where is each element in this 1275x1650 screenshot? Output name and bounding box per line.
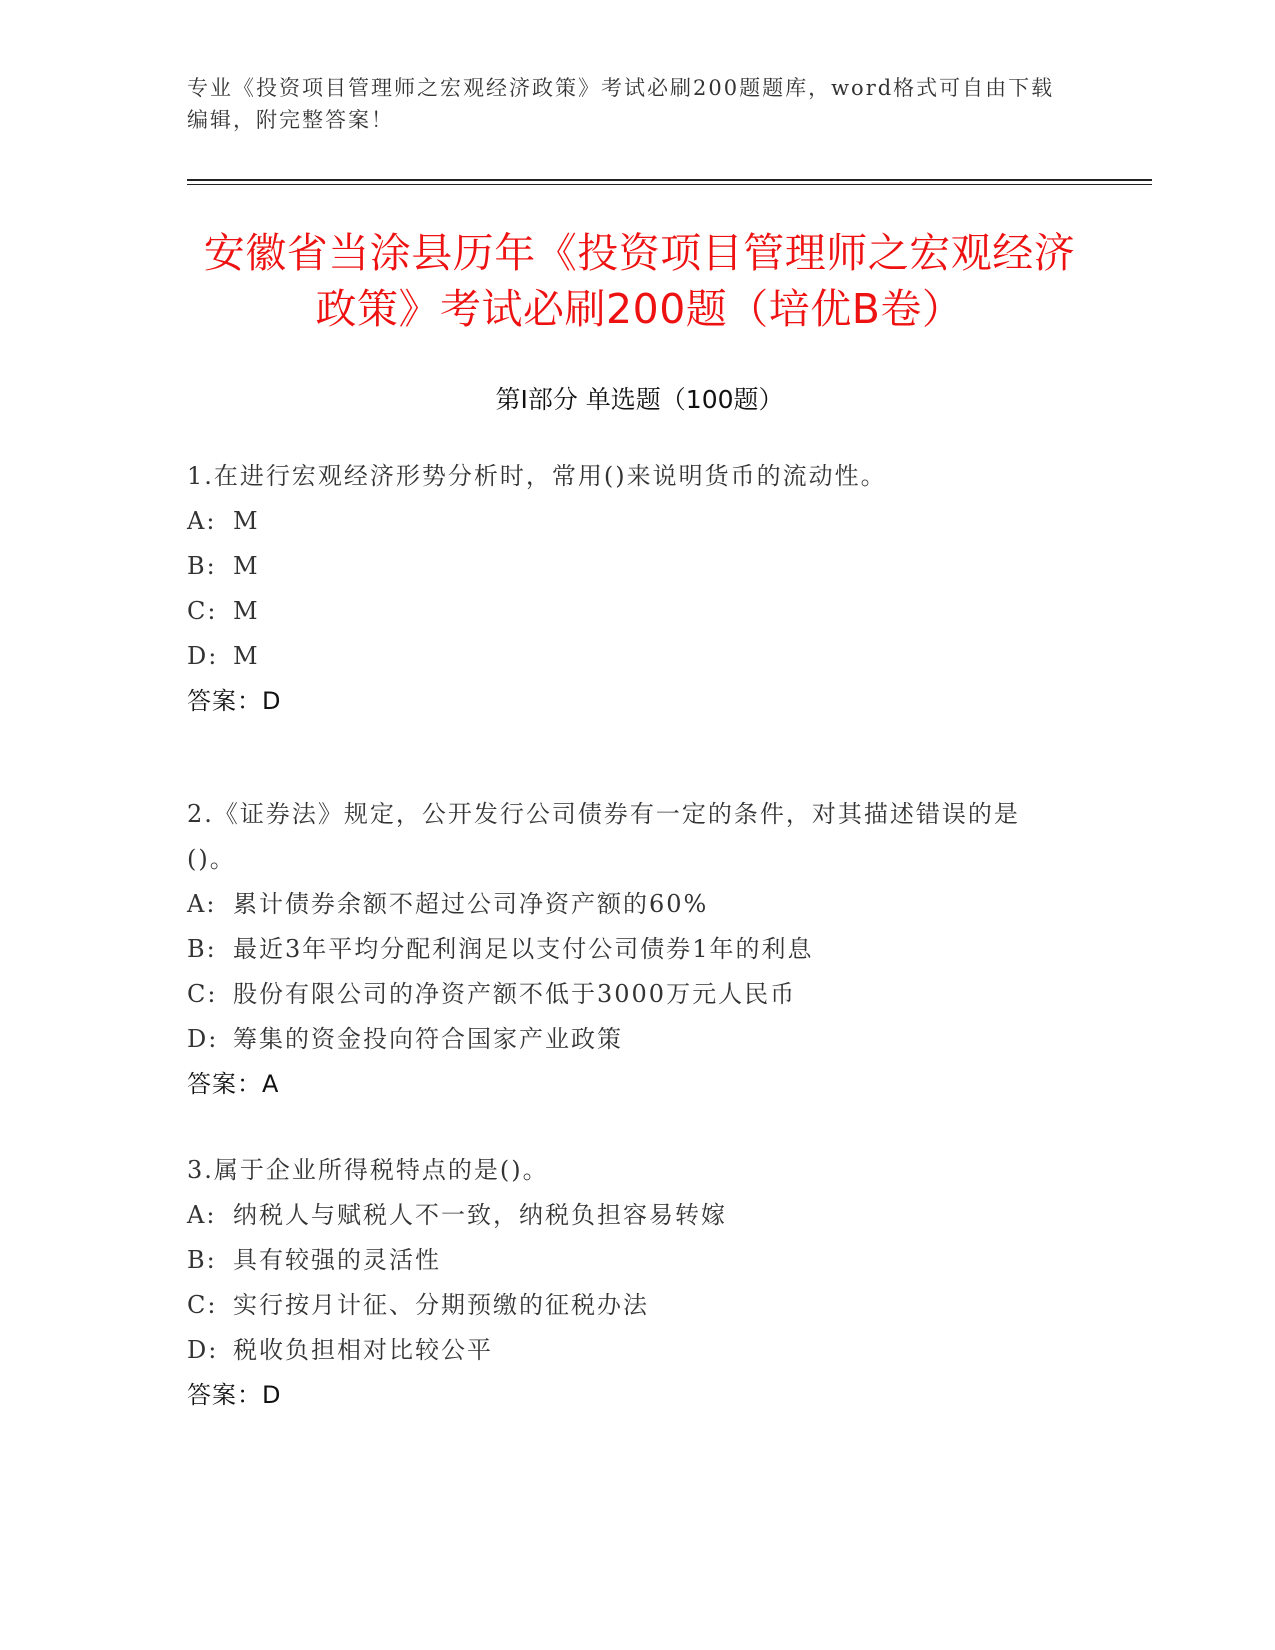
header-divider-thick bbox=[187, 179, 1152, 181]
option-key: C: bbox=[187, 1291, 218, 1319]
option-text: 纳税人与赋税人不一致，纳税负担容易转嫁 bbox=[233, 1201, 727, 1229]
option-text: 筹集的资金投向符合国家产业政策 bbox=[233, 1025, 623, 1053]
option-key: B: bbox=[187, 552, 217, 580]
document-title: 安徽省当涂县历年《投资项目管理师之宏观经济政策》考试必刷200题（培优B卷） bbox=[203, 229, 1076, 333]
question-2 bbox=[187, 792, 1067, 1107]
option-d bbox=[187, 634, 1067, 679]
option-key: D: bbox=[187, 1025, 219, 1053]
question-stem: 3.属于企业所得税特点的是()。 bbox=[187, 1156, 549, 1184]
option-text: M bbox=[233, 597, 260, 625]
question-1 bbox=[187, 454, 1067, 724]
option-text: 股份有限公司的净资产额不低于3000万元人民币 bbox=[233, 980, 797, 1008]
option-text: 税收负担相对比较公平 bbox=[233, 1336, 493, 1364]
section-title: 第I部分 单选题（100题） bbox=[495, 385, 784, 414]
answer: 答案：A bbox=[187, 1070, 280, 1098]
answer: 答案：D bbox=[187, 1381, 282, 1409]
option-text: M bbox=[233, 552, 260, 580]
option-b bbox=[187, 927, 1067, 972]
option-key: B: bbox=[187, 935, 217, 963]
option-c bbox=[187, 972, 1067, 1017]
option-key: C: bbox=[187, 597, 218, 625]
option-text: 实行按月计征、分期预缴的征税办法 bbox=[233, 1291, 649, 1319]
option-a bbox=[187, 882, 1067, 927]
option-key: D: bbox=[187, 1336, 219, 1364]
option-a bbox=[187, 1193, 1067, 1238]
question-stem: 2.《证券法》规定，公开发行公司债券有一定的条件，对其描述错误的是()。 bbox=[187, 800, 1020, 873]
option-c bbox=[187, 589, 1067, 634]
option-text: 最近3年平均分配利润足以支付公司债券1年的利息 bbox=[233, 935, 814, 963]
header-divider-thin bbox=[187, 184, 1152, 185]
answer: 答案：D bbox=[187, 687, 282, 715]
option-key: D: bbox=[187, 642, 219, 670]
option-text: 累计债券余额不超过公司净资产额的60% bbox=[233, 890, 709, 918]
option-key: A: bbox=[187, 507, 217, 535]
question-3 bbox=[187, 1148, 1067, 1418]
option-key: B: bbox=[187, 1246, 217, 1274]
option-c bbox=[187, 1283, 1067, 1328]
option-key: C: bbox=[187, 980, 218, 1008]
option-b bbox=[187, 544, 1067, 589]
option-text: 具有较强的灵活性 bbox=[233, 1246, 441, 1274]
option-key: A: bbox=[187, 890, 217, 918]
option-d bbox=[187, 1328, 1067, 1373]
option-b bbox=[187, 1238, 1067, 1283]
question-stem: 1.在进行宏观经济形势分析时，常用()来说明货币的流动性。 bbox=[187, 462, 887, 490]
option-text: M bbox=[233, 642, 260, 670]
option-a bbox=[187, 499, 1067, 544]
option-text: M bbox=[233, 507, 260, 535]
option-key: A: bbox=[187, 1201, 217, 1229]
header-note: 专业《投资项目管理师之宏观经济政策》考试必刷200题题库，word格式可自由下载编辑，附完整答案！ bbox=[187, 76, 1055, 132]
option-d bbox=[187, 1017, 1067, 1062]
